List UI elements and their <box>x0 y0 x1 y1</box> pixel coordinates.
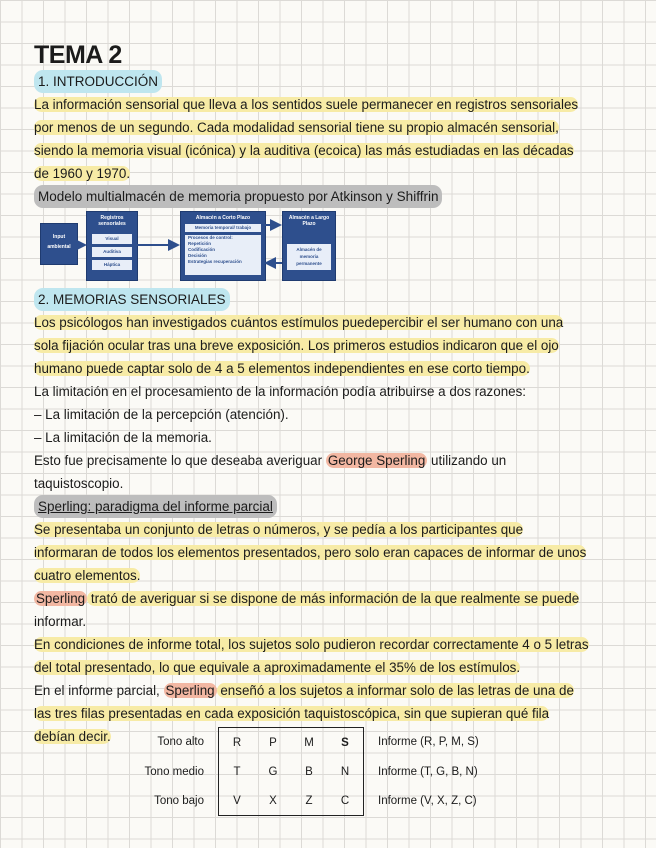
tone-label: Tono bajo <box>154 794 204 807</box>
sp-line-4: Sperling trató de averiguar si se dispone de más información de la que realmente se puede <box>36 591 580 606</box>
model-heading: Modelo multialmacén de memoria propuesto por Atkinson y Shiffrin <box>34 185 442 208</box>
sp-line-5: informar. <box>34 614 87 629</box>
letter-cell: M <box>291 728 327 758</box>
sperling-heading: Sperling: paradigma del informe parcial <box>34 495 277 518</box>
mem-line-4: La limitación en el procesamiento de la información podía atribuirse a dos razones: <box>34 384 527 399</box>
tone-label: Tono alto <box>157 736 204 749</box>
sp-line-7: del total presentado, lo que equivale a aproximadamente el 35% de los estímulos. <box>34 660 521 675</box>
table-row <box>132 757 487 786</box>
letter-cell: V <box>219 786 256 816</box>
mem-line-2: sola fijación ocular tras una breve exposición. Los primeros estudios indicaron que el ojo <box>34 338 559 353</box>
mem-line-5: – La limitación de la percepción (atención). <box>34 407 289 422</box>
sp-line-10: debían decir. <box>34 729 111 744</box>
almacen-permanente-cell: Almacén de memoria permanente <box>287 244 331 270</box>
mem-line-6: – La limitación de la memoria. <box>34 430 212 445</box>
letter-cell: G <box>268 765 278 778</box>
letter-cell: Z <box>291 786 327 816</box>
mem-line-7: Esto fue precisamente lo que deseaba averiguar George Sperling utilizando un <box>34 453 507 468</box>
mem-line-3: humano puede captar solo de 4 a 5 elementos independientes en ese corto tiempo. <box>34 361 530 376</box>
tone-label: Tono medio <box>144 765 204 778</box>
diagram-arrows <box>40 211 336 285</box>
sp-line-1: Se presentaba un conjunto de letras o números, y se pedía a los participantes que <box>34 522 524 537</box>
procesos-cell: Procesos de control: Repetición Codificación Decisión Estrategias recuperación <box>185 235 261 275</box>
registros-box: Registros sensoriales Visual Auditiva Háptica <box>86 211 138 281</box>
sperling-table <box>132 727 487 816</box>
mem-line-8: taquistoscopio. <box>34 476 124 491</box>
table-row <box>132 786 487 816</box>
sp-line-3: cuatro elementos. <box>34 568 141 583</box>
note-page <box>34 40 634 807</box>
section-heading-memorias: 2. MEMORIAS SENSORIALES <box>34 288 230 311</box>
memory-model-diagram <box>40 211 336 285</box>
letter-cell: S <box>327 728 364 758</box>
page-title: TEMA 2 <box>34 41 122 69</box>
letter-cell: T <box>219 757 256 786</box>
letter-cell: P <box>255 728 291 758</box>
sp-line-8: En el informe parcial, Sperling enseñó a los sujetos a informar solo de las letras de una de <box>34 683 574 698</box>
memoria-temporal-cell: Memoria temporal/ trabajo <box>185 224 261 232</box>
letter-cell: R <box>219 728 256 758</box>
corto-plazo-box: Almacén a Corto Plazo Memoria temporal/ trabajo Procesos de control: Repetición Codificación Decisión Estrategias recuperación <box>180 211 266 281</box>
letter-cell: N <box>327 757 364 786</box>
sperling-name: George Sperling <box>327 453 426 468</box>
report-label: Informe (V, X, Z, C) <box>378 794 477 807</box>
report-label: Informe (R, P, M, S) <box>378 736 479 749</box>
auditiva-cell: Auditiva <box>92 247 132 257</box>
mem-line-1: Los psicólogos han investigados cuántos estímulos puedepercibir el ser humano con una <box>34 315 564 330</box>
sp-line-6: En condiciones de informe total, los sujetos solo pudieron recordar correctamente 4 o 5 letras <box>34 637 589 652</box>
sp-line-9: las tres filas presentadas en cada exposición taquistoscópica, sin que supieran qué fila <box>34 706 550 721</box>
letter-cell: C <box>327 786 364 816</box>
letter-cell: B <box>305 765 313 778</box>
report-label: Informe (T, G, B, N) <box>378 765 478 778</box>
intro-line-1: La información sensorial que lleva a los sentidos suele permanecer en registros sensoriales <box>34 97 579 112</box>
sp-line-2: informaran de todos los elementos presentados, pero solo eran capaces de informar de unos <box>34 545 587 560</box>
visual-cell: Visual <box>92 234 132 244</box>
haptica-cell: Háptica <box>92 260 132 270</box>
letter-cell: X <box>255 786 291 816</box>
section-heading-introduccion: 1. INTRODUCCIÓN <box>34 70 162 93</box>
input-box: Input ambiental <box>40 223 78 265</box>
table-row <box>132 728 487 758</box>
intro-line-2: por menos de un segundo. Cada modalidad sensorial tiene su propio almacén sensorial, <box>34 120 559 135</box>
intro-line-4: de 1960 y 1970. <box>34 166 131 181</box>
largo-plazo-box: Almacén a Largo Plazo Almacén de memoria permanente <box>282 211 336 281</box>
intro-line-3: siendo la memoria visual (icónica) y la auditiva (ecoica) las más estudiadas en las décadas <box>34 143 574 158</box>
